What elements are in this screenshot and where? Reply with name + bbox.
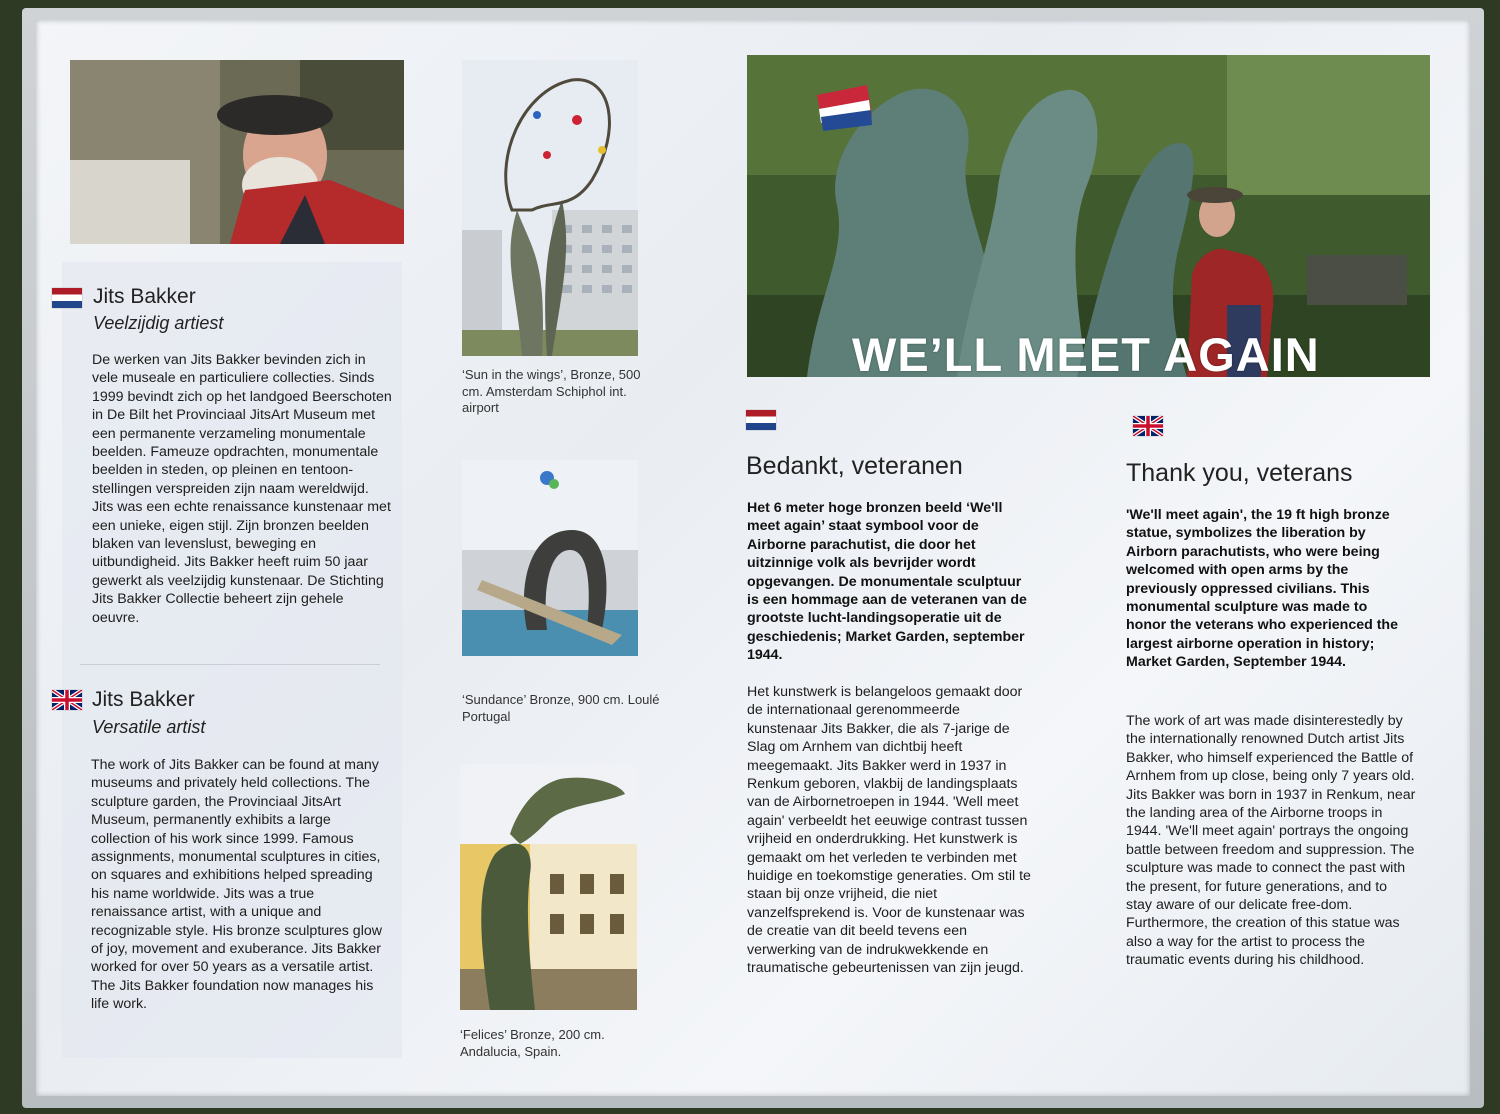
dutch-flag-icon <box>52 288 82 308</box>
veterans-body-en: The work of art was made disinterestedly by the internationally renowned Dutch artist Jits Bakker, who himself experienced the Battle of Arnhem from up close, being only 7 years old. Jits Bakker was born in 1937 in Renkum, near the landing area of the Airborne troops in 1944. 'We'll meet again' portrays the ongoing battle between freedom and suppression. The sculpture was made to connect the past with the present, for future generations, and to stay aware of our delicate free-dom. Furthermore, the creation of this statue was also a way for the artist to process the traumatic events during his childhood. <box>1126 713 1416 969</box>
felices-photo <box>460 764 637 1010</box>
artist-subtitle-nl: Veelzijdig artiest <box>93 313 224 333</box>
veterans-intro-nl: Het 6 meter hoge bronzen beeld ‘We'll meet again’ staat symbool voor de Airborne parachutist, die door het uitzinnige volk als bevrijder wordt opgevangen. De monumentale sculptuur is een hommage aan de veteranen van de grootste lucht-landingsoperatie uit de geschiedenis; Market Garden, september 1944. <box>747 500 1027 664</box>
artist-portrait-photo <box>70 60 404 244</box>
sun-in-the-wings-photo <box>462 60 638 356</box>
uk-flag-icon-veterans <box>1133 416 1163 436</box>
veterans-intro-en: 'We'll meet again', the 19 ft high bronze statue, symbolizes the liberation by Airborn parachutists, who were being welcomed with open arms by the previously oppressed civilians. This monumental sculpture was made to honor the veterans who experienced the largest airborne operation in history; Market Garden, September 1944. <box>1126 507 1398 671</box>
caption-felices: ‘Felices’ Bronze, 200 cm. Andalucia, Spain. <box>460 1027 605 1059</box>
uk-flag-icon <box>52 690 82 710</box>
veterans-body-nl: Het kunstwerk is belangeloos gemaakt door de internationaal gerenommeerde kunstenaar Jits Bakker, die als 7-jarige de Slag om Arnhem van dichtbij heeft meegemaakt. Jits Bakker werd in 1937 in Renkum geboren, vlakbij de landingsplaats van de Airbornetroepen in 1944. 'Well meet again' verbeeldt het eeuwige contrast tussen vrijheid en onderdrukking. Het kunstwerk is gemaakt om het verleden te verbinden met huidige en toekomstige generaties. Om stil te staan bij onze vrijheid, die niet vanzelfsprekend is. Voor de kunstenaar was de creatie van dit beeld tevens een verwerking van de indrukwekkende en traumatische gebeurtenissen van zijn jeugd. <box>747 684 1031 977</box>
caption-sun-in-the-wings: ‘Sun in the wings’, Bronze, 500 cm. Amsterdam Schiphol int. airport <box>462 367 641 415</box>
veterans-heading-nl: Bedankt, veteranen <box>746 452 963 480</box>
column-divider <box>80 664 380 665</box>
caption-sundance: ‘Sundance’ Bronze, 900 cm. Loulé Portugal <box>462 692 660 724</box>
banner-title: WE’LL MEET AGAIN <box>852 328 1320 381</box>
artist-name-nl: Jits Bakker <box>93 285 196 308</box>
artist-name-en: Jits Bakker <box>92 688 195 711</box>
sundance-photo <box>462 460 638 656</box>
artist-subtitle-en: Versatile artist <box>92 717 206 737</box>
artist-bio-en: The work of Jits Bakker can be found at many museums and privately held collections. The sculpture garden, the Provinciaal JitsArt Museum, permanently exhibits a large collection of his work since 1999. Famous assignments, monumental sculptures in cities, on squares and exhibitions helped spreading his name worldwide. Jits was a true renaissance artist, with a unique and recognizable style. His bronze sculptures glow of joy, movement and exuberance. Jits Bakker worked for over 50 years as a versatile artist. The Jits Bakker foundation now manages his life work. <box>91 757 382 1013</box>
veterans-heading-en: Thank you, veterans <box>1126 459 1353 487</box>
artist-bio-nl: De werken van Jits Bakker bevinden zich in vele museale en particuliere collecties. Sinds 1999 bevindt zich op het landgoed Beerschoten in De Bilt het Provinciaal JitsArt Museum met een permanente verzameling monumentale beelden. Fameuze opdrachten, monumentale beelden in steden, op pleinen en tentoon-stellingen verspreiden zijn naam wereldwijd. Jits was een echte renaissance kunstenaar met een unieke, eigen stijl. Zijn bronzen beelden blaken van levenslust, beweging en uitbundigheid. Jits Bakker heeft ruim 50 jaar gewerkt als veelzijdig kunstenaar. De Stichting Jits Bakker Collectie beheert zijn gehele oeuvre. <box>92 352 392 626</box>
dutch-flag-icon-veterans <box>746 410 776 430</box>
